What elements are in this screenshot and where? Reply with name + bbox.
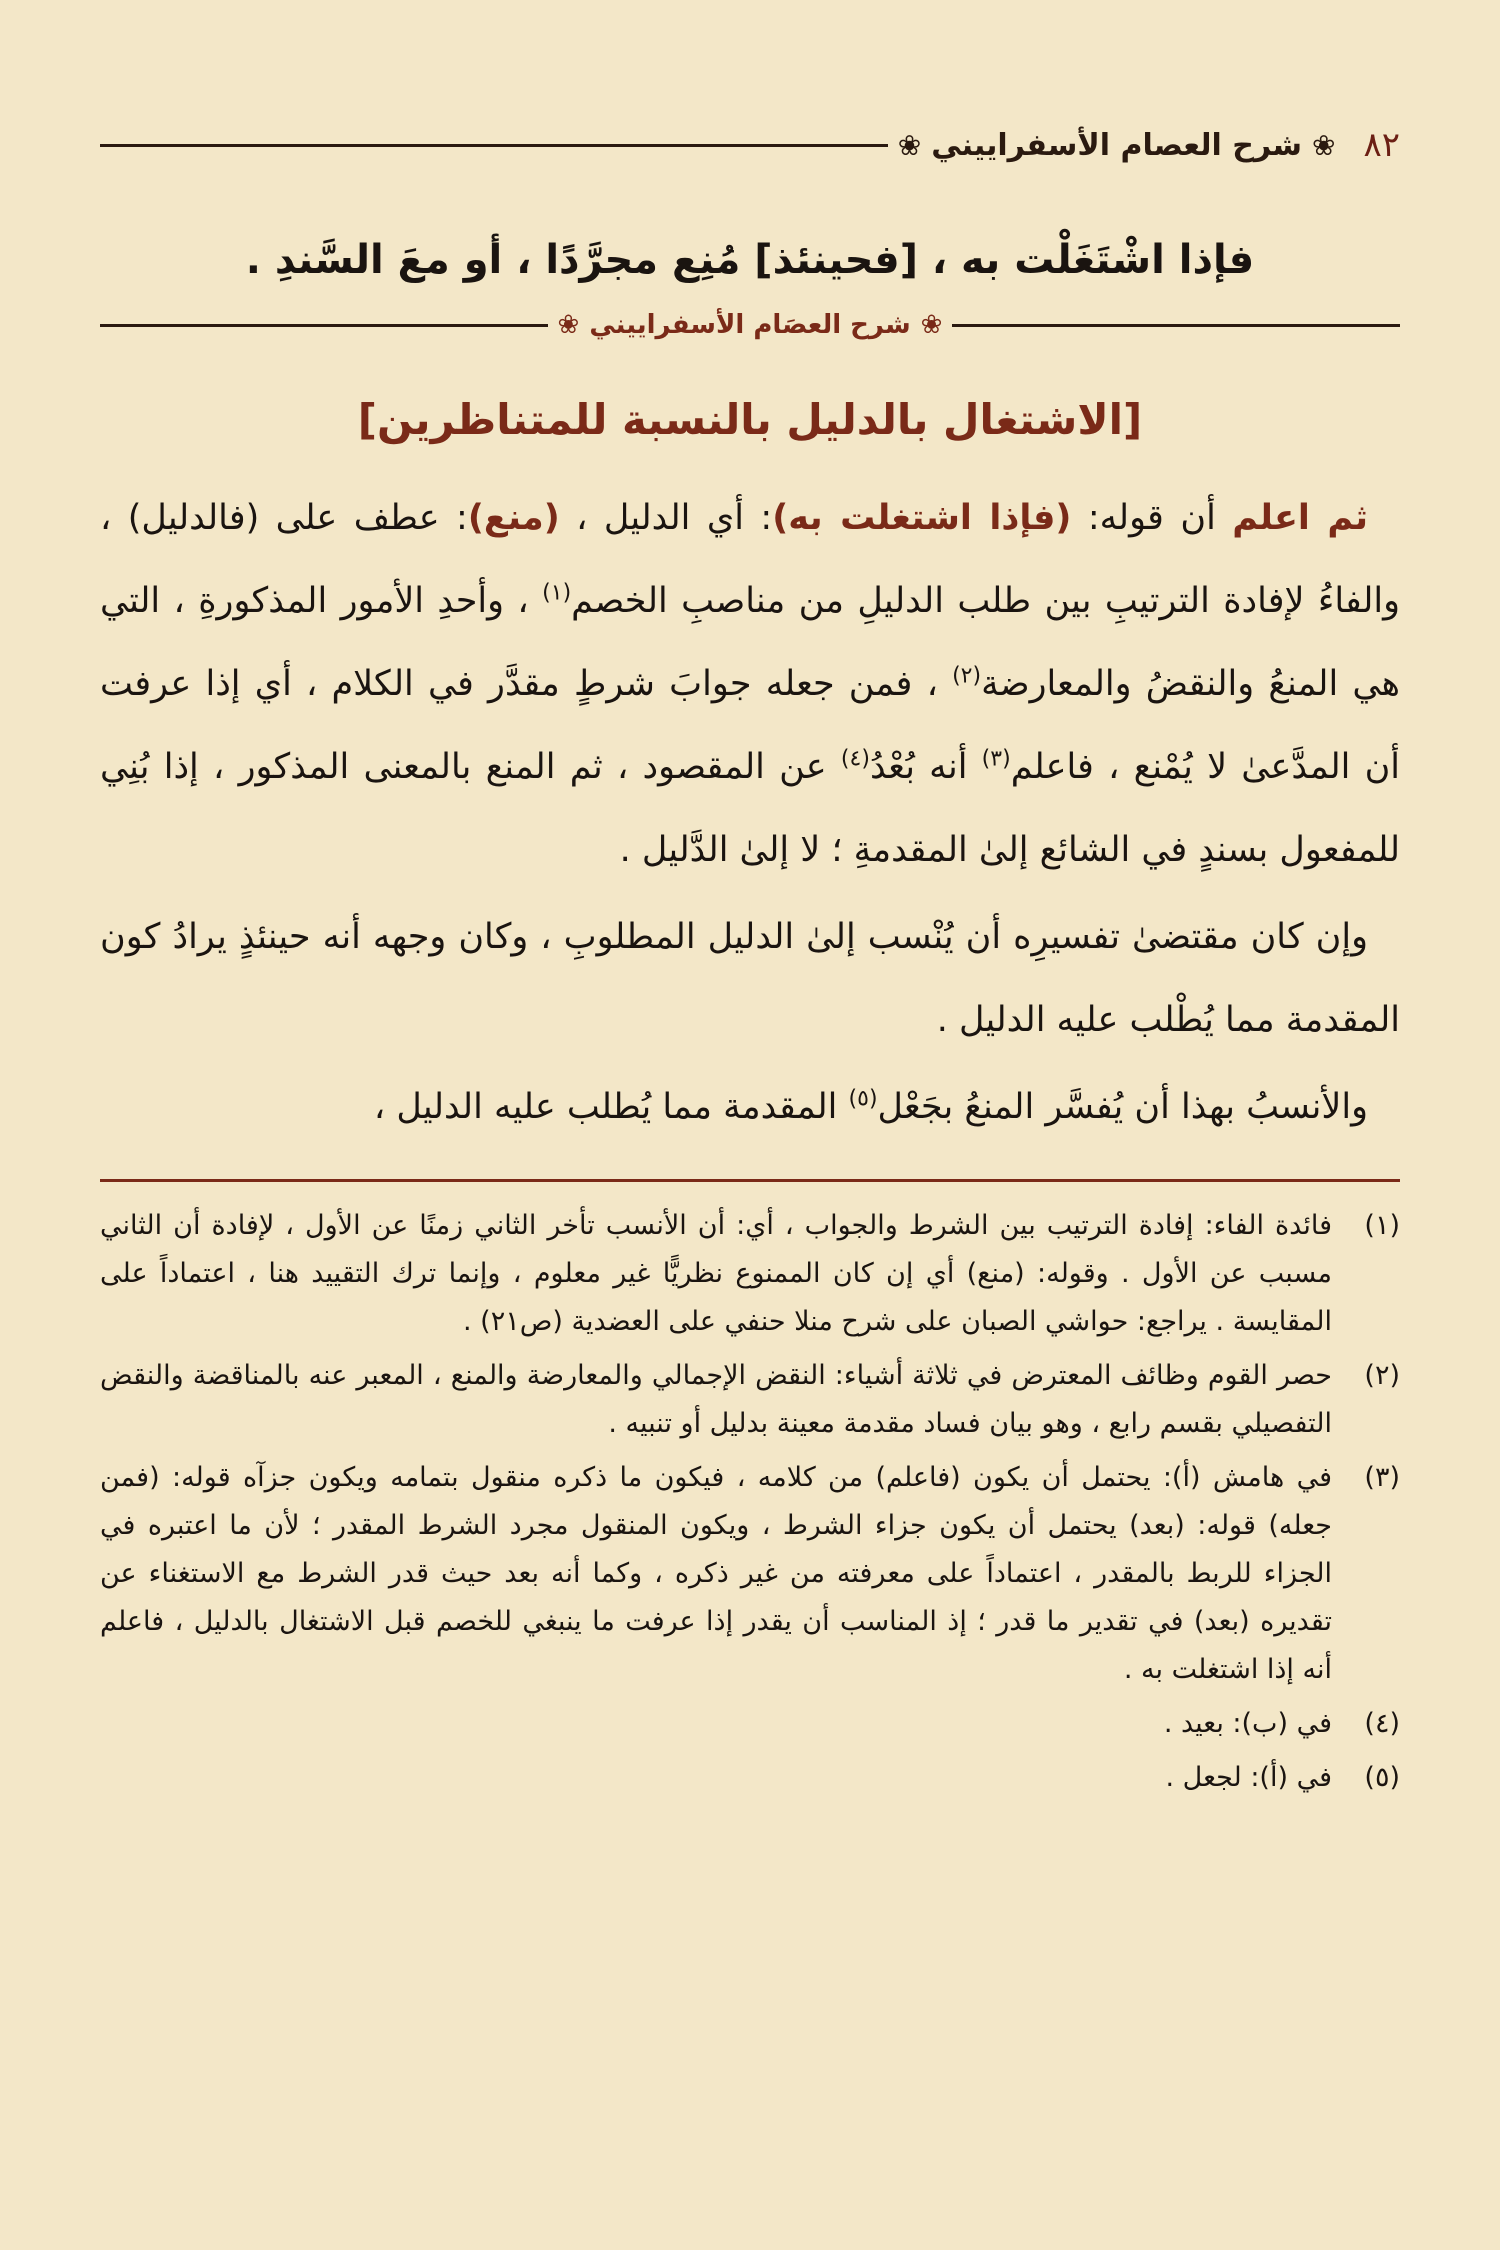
footnote xyxy=(100,1754,1400,1802)
footnote xyxy=(100,1352,1400,1448)
text-run: المقدمة مما يُطلب عليه الدليل ، xyxy=(373,1087,849,1127)
text-run: أن قوله: xyxy=(1071,498,1233,538)
ornament-icon: ❀ xyxy=(1312,128,1336,162)
paragraph xyxy=(100,477,1400,892)
text-run: ، فمن جعله جوابَ شرطٍ مقدَّر في الكلام ، أي إذا عرفت أن المدَّعىٰ لا يُمْنع ، فاعلم xyxy=(100,664,1401,787)
footnote-text: حصر القوم وظائف المعترض في ثلاثة أشياء: النقض الإجمالي والمعارضة والمنع ، المعبر عنه بالمناقضة والنقض التفصيلي بقسم رابع ، وهو بيان فساد مقدمة معينة بدليل أو تنبيه . xyxy=(100,1360,1332,1439)
text-run: : أي الدليل ، xyxy=(559,498,773,538)
quoted-matn: (منع) xyxy=(467,498,560,538)
body-text xyxy=(100,477,1400,1149)
footnote-ref[interactable]: (٢) xyxy=(952,663,982,689)
footnote xyxy=(100,1202,1400,1346)
ornament-icon: ❀ xyxy=(557,310,580,340)
footnote xyxy=(100,1454,1400,1694)
footnote xyxy=(100,1700,1400,1748)
text-run: عن المقصود ، ثم المنع بالمعنى المذكور ، إذا بُنِي للمفعول بسندٍ في الشائع إلىٰ المقدمةِ ؛ لا إلىٰ الدَّليل . xyxy=(100,747,1400,870)
paragraph: وإن كان مقتضىٰ تفسيرِه أن يُنْسب إلىٰ الدليل المطلوبِ ، وكان وجهه أنه حينئذٍ يرادُ كون المقدمة مما يُطْلب عليه الدليل . xyxy=(100,917,1400,1040)
footnote-rule xyxy=(100,1179,1400,1182)
ornament-icon: ❀ xyxy=(897,128,922,162)
footnote-ref[interactable]: (٥) xyxy=(848,1086,878,1112)
lead-phrase: ثم اعلم xyxy=(1232,498,1368,538)
footnotes xyxy=(100,1202,1400,1802)
sharh-banner xyxy=(100,300,1400,350)
banner-rule xyxy=(100,324,548,327)
sharh-title: شرح العصَام الأسفراييني xyxy=(589,310,911,340)
footnote-number: (٥) xyxy=(1364,1762,1400,1793)
footnote-ref[interactable]: (١) xyxy=(542,580,572,606)
footnote-number: (٤) xyxy=(1364,1708,1400,1739)
quoted-matn: (فإذا اشتغلت به) xyxy=(772,498,1072,538)
page-number: ٨٢ xyxy=(1363,125,1400,165)
footnote-text: في (ب): بعيد . xyxy=(1163,1708,1332,1739)
paragraph xyxy=(100,1066,1400,1149)
text-run: والأنسبُ بهذا أن يُفسَّر المنعُ بجَعْل xyxy=(877,1087,1368,1127)
banner-rule xyxy=(952,324,1400,327)
matn-line: فإذا اشْتَغَلْت به ، [فحينئذ] مُنِع مجرَّدًا ، أو معَ السَّندِ . xyxy=(245,237,1255,283)
text-run: : عطف على (فالدليل) ، والفاءُ لإفادة الترتيبِ بين طلب الدليلِ من مناصبِ الخصم xyxy=(100,498,1400,621)
footnote-number: (٣) xyxy=(1364,1462,1400,1493)
book-page xyxy=(100,115,1400,2165)
footnote-text: في (أ): لجعل . xyxy=(1165,1762,1332,1793)
footnote-number: (١) xyxy=(1364,1210,1400,1241)
running-header xyxy=(100,115,1400,175)
section-heading: [الاشتغال بالدليل بالنسبة للمتناظرين] xyxy=(357,395,1143,444)
header-rule xyxy=(100,144,888,147)
running-title: شرح العصام الأسفراييني xyxy=(931,127,1302,163)
footnote-number: (٢) xyxy=(1364,1360,1400,1391)
text-run: أنه بُعْدُ xyxy=(869,747,982,787)
footnote-ref[interactable]: (٣) xyxy=(981,746,1011,772)
footnote-text: في هامش (أ): يحتمل أن يكون (فاعلم) من كلامه ، فيكون ما ذكره منقول بتمامه ويكون جزآه قوله: (فمن جعله) قوله: (بعد) يحتمل أن يكون جزاء الشرط ، ويكون المنقول مجرد الشرط المقدر ؛ لأن ما اعتبره في الجزاء للربط بالمقدر ، اعتماداً على معرفته من غير ذكره ، وكما أنه بعد حيث قدر الشرط مع الاستغناء عن تقديره (بعد) في تقدير ما قدر ؛ إذ المناسب أن يقدر إذا عرفت ما ينبغي للخصم قبل الاشتغال بالدليل ، فاعلم أنه إذا اشتغلت به . xyxy=(100,1462,1332,1685)
text-run: ، وأحدِ الأمور المذكورةِ ، التي هي المنعُ والنقضُ والمعارضة xyxy=(100,581,1400,704)
footnote-ref[interactable]: (٤) xyxy=(840,746,870,772)
ornament-icon: ❀ xyxy=(920,310,943,340)
footnote-text: فائدة الفاء: إفادة الترتيب بين الشرط والجواب ، أي: أن الأنسب تأخر الثاني زمنًا عن الأول ، لإفادة أن الثاني مسبب عن الأول . وقوله: (منع) أي إن كان الممنوع نظريًّا غير معلوم ، وإنما ترك التقييد هنا ، اعتماداً على المقايسة . يراجع: حواشي الصبان على شرح منلا حنفي على العضدية (ص٢١) . xyxy=(100,1210,1332,1337)
